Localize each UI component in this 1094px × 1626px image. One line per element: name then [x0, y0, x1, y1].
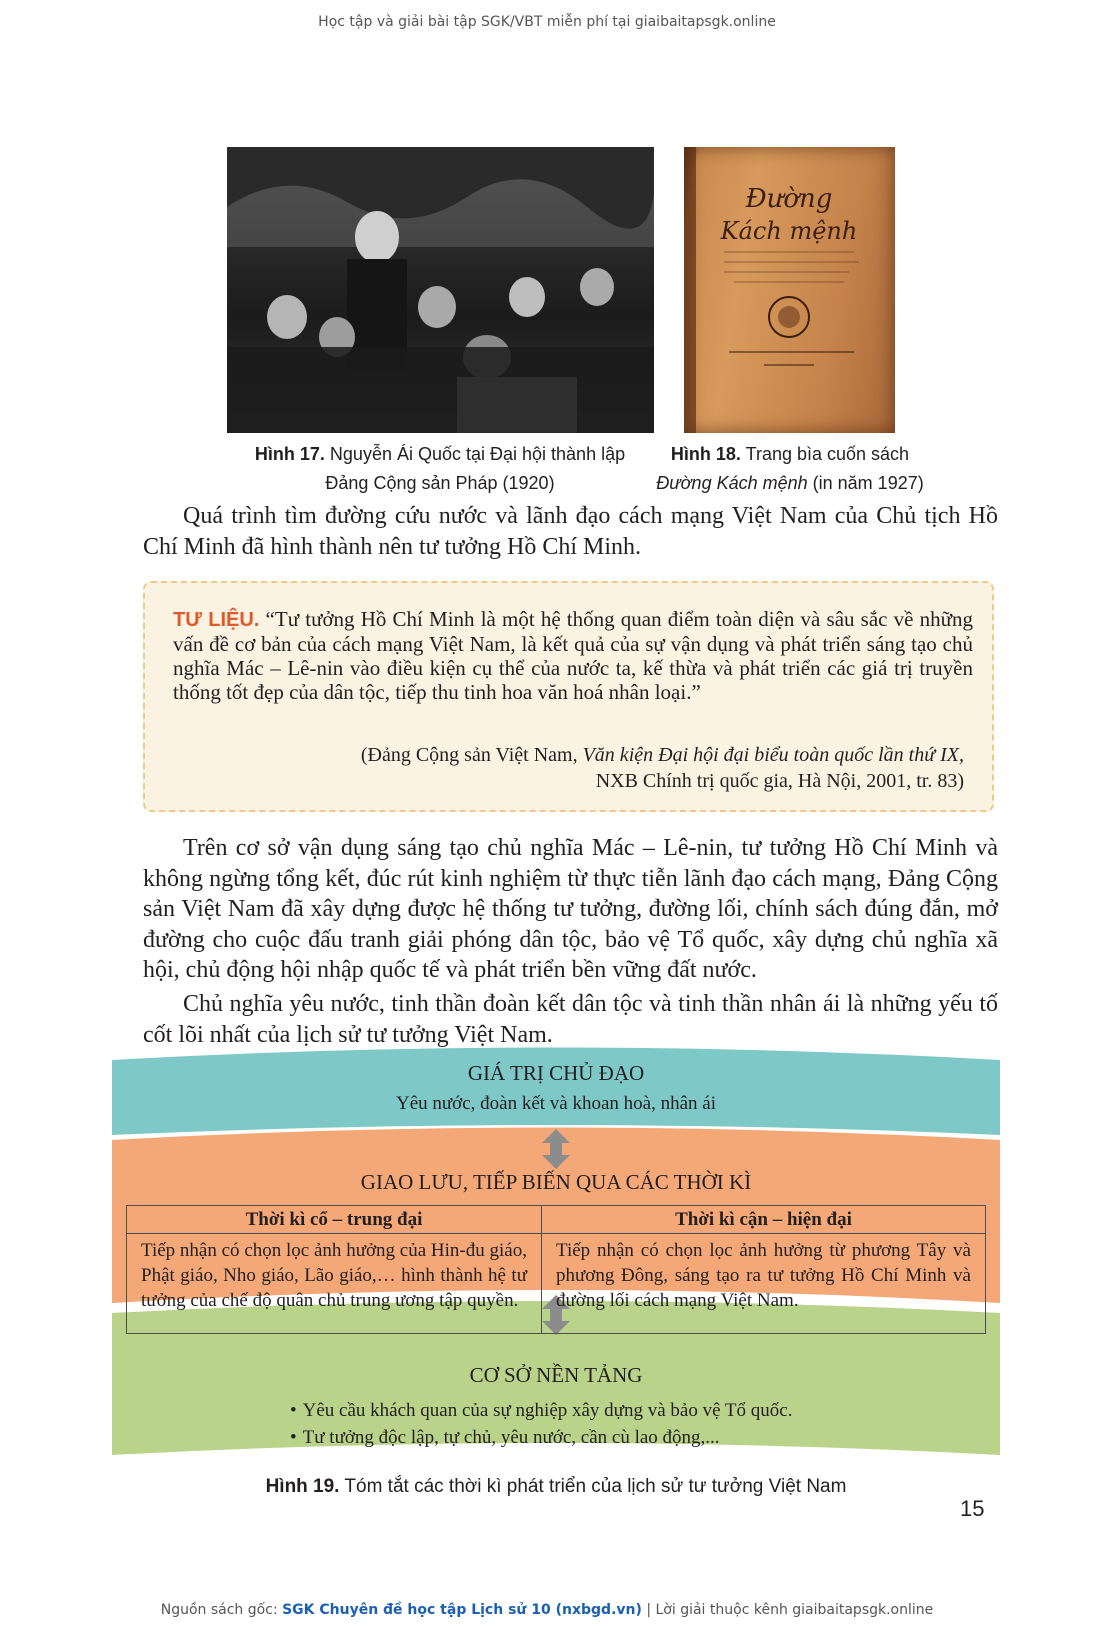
- period-head-modern: Thời kì cận – hiện đại: [542, 1206, 985, 1234]
- figure-19-caption: [112, 1476, 1000, 1498]
- figure-18-caption-italic: Đường Kách mệnh: [656, 473, 808, 493]
- quote-label: TƯ LIỆU.: [173, 609, 260, 631]
- book-cover-photo: [684, 147, 895, 433]
- photo-congress: [227, 147, 654, 433]
- quote-source-prefix: (Đảng Cộng sản Việt Nam,: [360, 744, 578, 766]
- figure-17-caption: [240, 440, 640, 498]
- quote-source: [264, 742, 964, 794]
- figure-19-caption-text: Tóm tắt các thời kì phát triển của lịch sử tư tưởng Việt Nam: [344, 1476, 847, 1497]
- quote-source-italic: Văn kiện Đại hội đại biểu toàn quốc lần thứ IX,: [582, 744, 964, 766]
- header-note: Học tập và giải bài tập SGK/VBT miễn phí tại giaibaitapsgk.online: [318, 14, 776, 30]
- footer-suffix: | Lời giải thuộc kênh giaibaitapsgk.online: [646, 1602, 934, 1618]
- figure-17-caption-line1: Nguyễn Ái Quốc tại Đại hội thành lập: [329, 444, 626, 464]
- period-column-modern: [542, 1206, 985, 1333]
- figure-19-label: Hình 19.: [265, 1476, 340, 1497]
- quote-text-block: [173, 607, 973, 704]
- figure-18-caption-tail: (in năm 1927): [812, 473, 924, 493]
- footer-note: [0, 1602, 1094, 1618]
- footer-source-link[interactable]: SGK Chuyên đề học tập Lịch sử 10 (nxbgd.vn): [282, 1602, 642, 1618]
- paragraph-3: Chủ nghĩa yêu nước, tinh thần đoàn kết dân tộc và tinh thần nhân ái là những yếu tố cốt lõi nhất của lịch sử tư tưởng Việt Nam.: [143, 991, 998, 1048]
- figure-18-caption: [655, 440, 925, 498]
- quote-source-line2: NXB Chính trị quốc gia, Hà Nội, 2001, tr. 83): [595, 770, 964, 792]
- foundation-list: [290, 1397, 930, 1451]
- page-number: 15: [960, 1496, 985, 1521]
- foundation-item-2: • Tư tưởng độc lập, tự chủ, yêu nước, cần cù lao động,...: [290, 1424, 930, 1451]
- periods-table: [126, 1205, 986, 1334]
- figure-17-caption-line2: Đảng Cộng sản Pháp (1920): [325, 473, 555, 493]
- foundation-item-1: • Yêu cầu khách quan của sự nghiệp xây dựng và bảo vệ Tổ quốc.: [290, 1397, 930, 1424]
- quote-box: [143, 581, 994, 812]
- photo-congress-illustration: [227, 147, 654, 433]
- book-title-2: Kách mệnh: [720, 217, 858, 245]
- band-top-subtitle: Yêu nước, đoàn kết và khoan hoà, nhân ái: [395, 1093, 717, 1114]
- figure-17-label: Hình 17.: [254, 444, 325, 464]
- paragraph-1: Quá trình tìm đường cứu nước và lãnh đạo cách mạng Việt Nam của Chủ tịch Hồ Chí Minh đã hình thành nên tư tưởng Hồ Chí Minh.: [143, 503, 998, 560]
- footer-prefix: Nguồn sách gốc:: [160, 1602, 278, 1618]
- figure-19-diagram: [112, 1045, 1000, 1465]
- period-text-ancient: Tiếp nhận có chọn lọc ảnh hưởng của Hin-đu giáo, Phật giáo, Nho giáo, Lão giáo,… hình thành hệ tư tưởng của chế độ quân chủ trung ương tập quyền.: [141, 1240, 527, 1311]
- band-top-title: GIÁ TRỊ CHỦ ĐẠO: [467, 1061, 645, 1085]
- period-column-ancient: [127, 1206, 542, 1333]
- figure-18-caption-line1: Trang bìa cuốn sách: [745, 444, 910, 464]
- quote-text: “Tư tưởng Hồ Chí Minh là một hệ thống quan điểm toàn diện và sâu sắc về những vấn đề cơ bản của cách mạng Việt Nam, là kết quả của sự vận dụng và phát triển sáng tạo chủ nghĩa Mác – Lê-nin vào điều kiện cụ thể của nước ta, kế thừa và phát triển các giá trị truyền thống tốt đẹp của dân tộc, tiếp thu tinh hoa văn hoá nhân loại.”: [173, 607, 973, 704]
- band-middle-title: GIAO LƯU, TIẾP BIẾN QUA CÁC THỜI KÌ: [360, 1170, 752, 1194]
- paragraph-2: Trên cơ sở vận dụng sáng tạo chủ nghĩa Mác – Lê-nin, tư tưởng Hồ Chí Minh và không ngừng tổng kết, đúc rút kinh nghiệm từ thực tiễn lãnh đạo cách mạng, Đảng Cộng sản Việt Nam đã xây dựng được hệ thống tư tưởng, đường lối, chính sách đúng đắn, mở đường cho cuộc đấu tranh giải phóng dân tộc, bảo vệ Tổ quốc, xây dựng chủ nghĩa xã hội, chủ động hội nhập quốc tế và phát triển bền vững đất nước.: [143, 835, 998, 983]
- period-text-modern: Tiếp nhận có chọn lọc ảnh hưởng từ phương Tây và phương Đông, sáng tạo ra tư tưởng Hồ Chí Minh và đường lối cách mạng Việt Nam.: [556, 1240, 971, 1311]
- book-cover-illustration: [684, 147, 895, 433]
- band-bottom-title: CƠ SỞ NỀN TẢNG: [469, 1363, 643, 1387]
- book-title-1: Đường: [745, 184, 833, 214]
- period-head-ancient: Thời kì cổ – trung đại: [127, 1206, 541, 1234]
- figure-18-label: Hình 18.: [670, 444, 741, 464]
